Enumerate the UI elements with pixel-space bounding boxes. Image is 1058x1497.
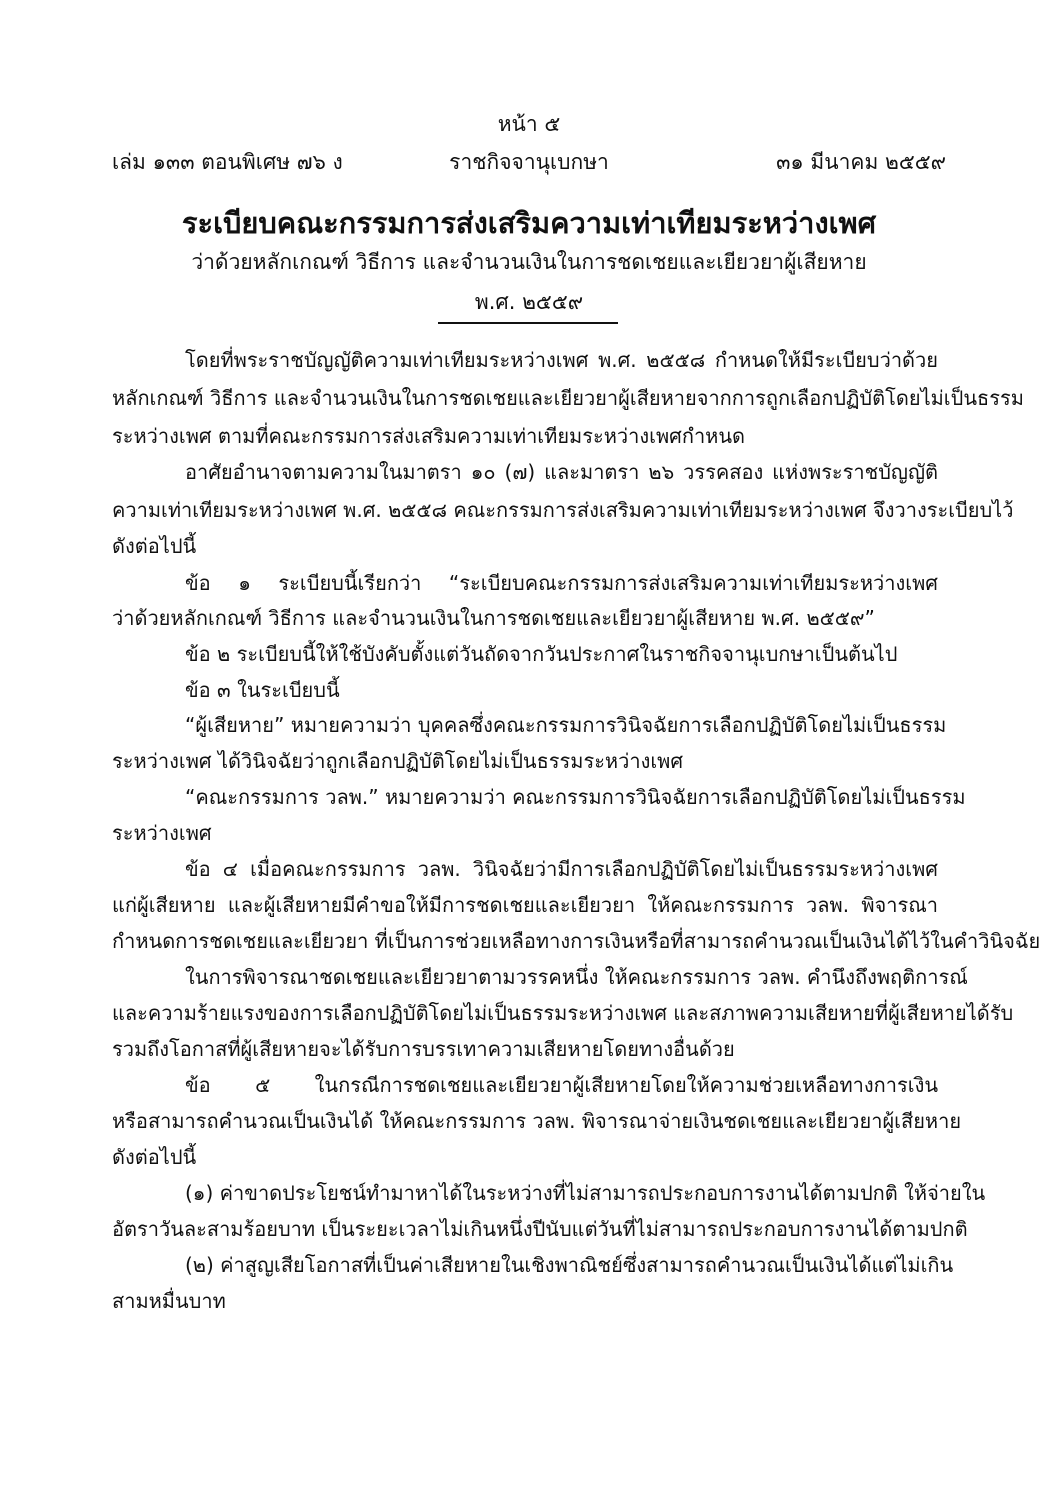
gazette-date: ๓๑ มีนาคม ๒๕๕๙ (776, 150, 946, 174)
body-line: ข้อ ๓ ในระเบียบนี้ (185, 678, 340, 702)
body-line: โดยที่พระราชบัญญัติความเท่าเทียมระหว่างเพศ พ.ศ. ๒๕๕๘ กำหนดให้มีระเบียบว่าด้วย (185, 348, 938, 372)
gazette-name: ราชกิจจานุเบกษา (449, 150, 609, 174)
body-line: รวมถึงโอกาสที่ผู้เสียหายจะได้รับการบรรเทาความเสียหายโดยทางอื่นด้วย (112, 1037, 735, 1061)
title-divider (438, 322, 618, 324)
gazette-volume: เล่ม ๑๓๓ ตอนพิเศษ ๗๖ ง (112, 150, 343, 174)
body-line: ดังต่อไปนี้ (112, 534, 197, 558)
body-line: อัตราวันละสามร้อยบาท เป็นระยะเวลาไม่เกินหนึ่งปีนับแต่วันที่ไม่สามารถประกอบการงานได้ตามปกติ (112, 1217, 968, 1241)
body-line: ระหว่างเพศ ได้วินิจฉัยว่าถูกเลือกปฏิบัติโดยไม่เป็นธรรมระหว่างเพศ (112, 749, 684, 773)
body-line: ในการพิจารณาชดเชยและเยียวยาตามวรรคหนึ่ง ให้คณะกรรมการ วลพ. คำนึงถึงพฤติการณ์ (185, 965, 968, 989)
body-line: ข้อ ๑ ระเบียบนี้เรียกว่า “ระเบียบคณะกรรมการส่งเสริมความเท่าเทียมระหว่างเพศ (185, 571, 938, 595)
body-line: (๑) ค่าขาดประโยชน์ทำมาหาได้ในระหว่างที่ไม่สามารถประกอบการงานได้ตามปกติ ให้จ่ายใน (185, 1181, 986, 1205)
body-line: (๒) ค่าสูญเสียโอกาสที่เป็นค่าเสียหายในเชิงพาณิชย์ซึ่งสามารถคำนวณเป็นเงินได้แต่ไม่เกิน (185, 1253, 954, 1277)
body-line: สามหมื่นบาท (112, 1289, 226, 1313)
page-number: หน้า ๕ (497, 112, 561, 136)
document-year: พ.ศ. ๒๕๕๙ (474, 290, 584, 314)
body-line: ว่าด้วยหลักเกณฑ์ วิธีการ และจำนวนเงินในการชดเชยและเยียวยาผู้เสียหาย พ.ศ. ๒๕๕๙” (112, 606, 875, 630)
body-line: ข้อ ๔ เมื่อคณะกรรมการ วลพ. วินิจฉัยว่ามีการเลือกปฏิบัติโดยไม่เป็นธรรมระหว่างเพศ (185, 857, 938, 881)
body-line: ความเท่าเทียมระหว่างเพศ พ.ศ. ๒๕๕๘ คณะกรรมการส่งเสริมความเท่าเทียมระหว่างเพศ จึงวางระเบียบไว้ (112, 498, 1014, 522)
body-line: หลักเกณฑ์ วิธีการ และจำนวนเงินในการชดเชยและเยียวยาผู้เสียหายจากการถูกเลือกปฏิบัติโดยไม่เป็นธรรม (112, 386, 1024, 410)
body-line: ระหว่างเพศ (112, 821, 212, 845)
body-line: แก่ผู้เสียหาย และผู้เสียหายมีคำขอให้มีการชดเชยและเยียวยา ให้คณะกรรมการ วลพ. พิจารณา (112, 893, 938, 917)
body-line: กำหนดการชดเชยและเยียวยา ที่เป็นการช่วยเหลือทางการเงินหรือที่สามารถคำนวณเป็นเงินได้ไว้ในคำวินิจฉัย (112, 929, 1041, 953)
document-subtitle: ว่าด้วยหลักเกณฑ์ วิธีการ และจำนวนเงินในการชดเชยและเยียวยาผู้เสียหาย (191, 250, 867, 274)
body-line: ดังต่อไปนี้ (112, 1145, 197, 1169)
body-line: หรือสามารถคำนวณเป็นเงินได้ ให้คณะกรรมการ วลพ. พิจารณาจ่ายเงินชดเชยและเยียวยาผู้เสียหาย (112, 1109, 962, 1133)
body-line: “คณะกรรมการ วลพ.” หมายความว่า คณะกรรมการวินิจฉัยการเลือกปฏิบัติโดยไม่เป็นธรรม (185, 785, 966, 809)
body-line: และความร้ายแรงของการเลือกปฏิบัติโดยไม่เป็นธรรมระหว่างเพศ และสภาพความเสียหายที่ผู้เสียหายได้รับ (112, 1001, 1014, 1025)
body-line: “ผู้เสียหาย” หมายความว่า บุคคลซึ่งคณะกรรมการวินิจฉัยการเลือกปฏิบัติโดยไม่เป็นธรรม (185, 713, 947, 737)
body-line: ระหว่างเพศ ตามที่คณะกรรมการส่งเสริมความเท่าเทียมระหว่างเพศกำหนด (112, 424, 746, 448)
body-line: อาศัยอำนาจตามความในมาตรา ๑๐ (๗) และมาตรา ๒๖ วรรคสอง แห่งพระราชบัญญัติ (185, 460, 938, 484)
body-line: ข้อ ๕ ในกรณีการชดเชยและเยียวยาผู้เสียหายโดยให้ความช่วยเหลือทางการเงิน (185, 1073, 938, 1097)
body-line: ข้อ ๒ ระเบียบนี้ให้ใช้บังคับตั้งแต่วันถัดจากวันประกาศในราชกิจจานุเบกษาเป็นต้นไป (185, 642, 898, 666)
document-title: ระเบียบคณะกรรมการส่งเสริมความเท่าเทียมระหว่างเพศ (181, 206, 877, 240)
